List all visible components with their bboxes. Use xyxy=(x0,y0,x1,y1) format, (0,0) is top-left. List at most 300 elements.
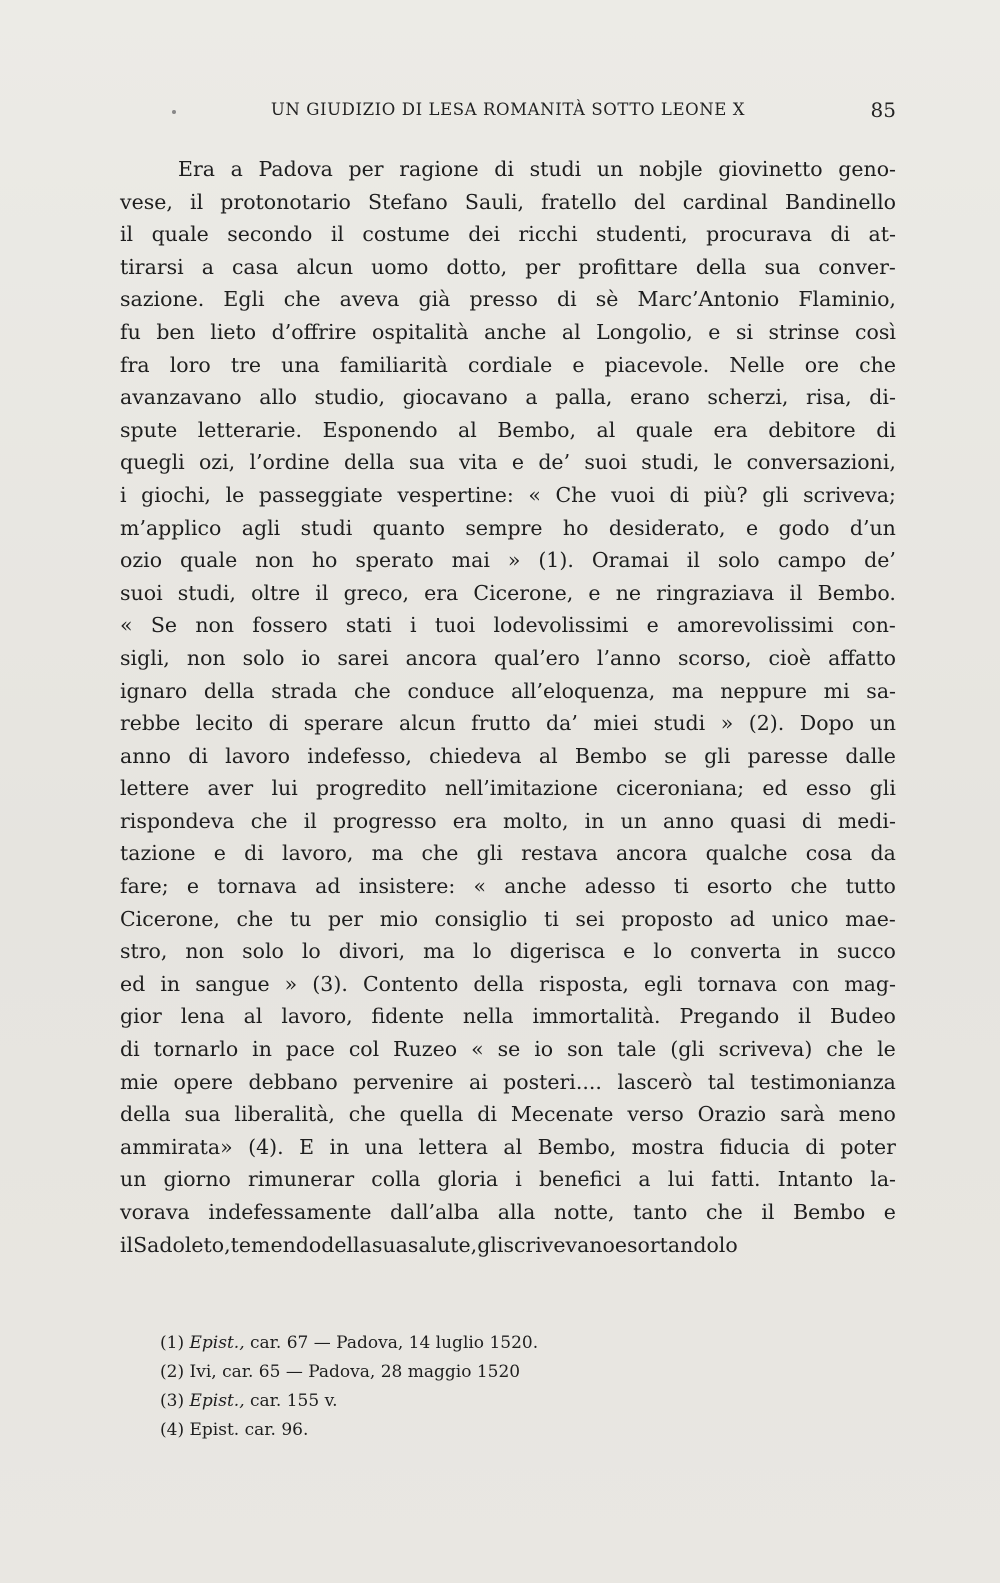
word: più? xyxy=(703,482,748,507)
word: geno- xyxy=(838,157,896,181)
word: una xyxy=(281,352,320,377)
word: di xyxy=(268,711,289,736)
word: tuoi xyxy=(434,613,476,638)
word: lui xyxy=(271,776,298,801)
word: Nelle xyxy=(729,352,785,377)
word: ed xyxy=(762,776,788,801)
footnote-number: (4) xyxy=(160,1420,185,1440)
word: alla xyxy=(497,1200,536,1224)
word: amorevolissimi xyxy=(677,613,834,638)
word: alcun xyxy=(296,254,354,279)
word: e xyxy=(511,450,525,475)
word: e xyxy=(745,515,759,540)
word: Mecenate xyxy=(510,1102,614,1127)
footnote-source: Epist., xyxy=(189,1391,245,1411)
text-line xyxy=(120,479,896,512)
word: Che xyxy=(555,482,597,507)
word: al xyxy=(561,319,581,344)
word: era xyxy=(452,808,487,833)
word: solo xyxy=(242,645,285,670)
word: in xyxy=(160,971,181,996)
word: esorto xyxy=(706,874,773,899)
word: lo xyxy=(301,939,321,964)
footnote-text: Ivi, car. 65 — Padova, 28 maggio 1520 xyxy=(189,1362,521,1382)
word: scorso, xyxy=(677,645,752,670)
word: il xyxy=(190,189,204,214)
word: che xyxy=(421,841,459,866)
footnote-number: (1) xyxy=(160,1333,185,1353)
word: ne xyxy=(615,580,642,605)
word: Oramai xyxy=(591,548,669,573)
word: del xyxy=(633,189,666,214)
text-line xyxy=(120,446,896,479)
word: testimonianza xyxy=(750,1069,896,1094)
word: mi xyxy=(823,678,850,703)
word: Sadoleto, xyxy=(133,1232,231,1257)
word: il xyxy=(120,1232,134,1257)
word: meno xyxy=(838,1102,896,1127)
word: studi xyxy=(653,711,706,736)
word: il xyxy=(303,808,317,833)
word: gli xyxy=(476,841,503,866)
word: agli xyxy=(241,515,281,540)
word: Egli xyxy=(223,287,265,312)
word: egli xyxy=(644,971,683,996)
word: di xyxy=(669,482,690,507)
word: « xyxy=(528,482,541,507)
word: gior xyxy=(120,1004,162,1029)
word: lodevolissimi xyxy=(493,613,629,638)
word: al xyxy=(503,1134,523,1159)
word: col xyxy=(348,1037,380,1062)
word: qualche xyxy=(705,841,788,866)
word: ed xyxy=(120,971,146,996)
word: sarei xyxy=(337,645,389,670)
word: di xyxy=(801,808,822,833)
word: di xyxy=(556,287,577,312)
word: ringraziava xyxy=(656,580,775,605)
word: gloria xyxy=(437,1167,499,1192)
word: le xyxy=(713,450,733,475)
word: medi- xyxy=(837,808,896,833)
word: d’un xyxy=(849,515,896,540)
word: lena xyxy=(180,1004,225,1029)
word: io xyxy=(301,645,321,670)
word: Padova xyxy=(258,157,333,181)
text-line xyxy=(120,283,896,316)
word: passeggiate xyxy=(258,482,383,507)
text-line xyxy=(120,1229,896,1262)
word: Cicerone, xyxy=(473,580,574,605)
word: il xyxy=(330,222,344,247)
word: lascerò xyxy=(617,1069,693,1094)
word: che xyxy=(826,1037,864,1062)
text-line xyxy=(120,707,896,740)
word: vuoi xyxy=(611,482,655,507)
word: presso xyxy=(469,287,538,312)
word: salute, xyxy=(407,1232,478,1257)
word: ignaro xyxy=(120,678,188,703)
word: rimunerar xyxy=(248,1167,355,1192)
word: digerisca xyxy=(509,939,606,964)
word: sazione. xyxy=(120,287,205,312)
word: sua xyxy=(184,1102,221,1127)
word: esortandolo xyxy=(614,1232,738,1257)
word: fratello xyxy=(541,189,617,214)
word: immortalità. xyxy=(532,1004,661,1029)
word: proposto xyxy=(621,906,714,931)
word: Flaminio, xyxy=(798,287,896,312)
word: fatti. xyxy=(711,1167,761,1192)
word: benefici xyxy=(538,1167,622,1192)
word: solo xyxy=(717,548,760,573)
word: anno xyxy=(120,743,171,768)
word: le xyxy=(225,482,245,507)
word: palla, xyxy=(555,385,613,410)
word: ospitalità xyxy=(372,319,469,344)
word: quasi xyxy=(730,808,786,833)
word: mae- xyxy=(845,906,896,931)
word: converta xyxy=(690,939,782,964)
word: a xyxy=(230,157,243,181)
word: ragione xyxy=(399,157,479,181)
word: tre xyxy=(230,352,262,377)
word: Longolio, xyxy=(596,319,693,344)
word: « xyxy=(120,613,133,638)
word: procurava xyxy=(706,222,812,247)
word: Bembo xyxy=(574,743,647,768)
word: » xyxy=(720,711,734,736)
word: di xyxy=(120,1037,140,1062)
word: studi xyxy=(529,157,582,181)
word: suoi xyxy=(584,450,627,475)
word: con- xyxy=(851,613,896,638)
word: al xyxy=(458,417,477,442)
word: allo xyxy=(259,385,297,410)
word: studi, xyxy=(177,580,236,605)
word: giorno xyxy=(163,1167,231,1192)
word: fare; xyxy=(120,874,169,899)
word: uomo xyxy=(371,254,429,279)
word: Bembo xyxy=(793,1200,866,1224)
text-line xyxy=(120,349,896,382)
word: che xyxy=(236,906,274,931)
word: di xyxy=(494,157,514,181)
text-line xyxy=(120,805,896,838)
word: giocavano xyxy=(402,385,508,410)
text-line xyxy=(120,903,896,936)
word: e xyxy=(186,874,200,899)
word: aveva xyxy=(339,287,400,312)
word: all’eloquenza, xyxy=(511,678,656,703)
word: della xyxy=(695,254,747,279)
word: fra xyxy=(120,352,150,377)
word: della xyxy=(343,450,395,475)
word: studenti, xyxy=(595,222,688,247)
word: vespertine: xyxy=(397,482,514,507)
word: dalle xyxy=(845,743,896,768)
word: (4). xyxy=(248,1134,284,1159)
footnote xyxy=(160,1387,760,1416)
word: » xyxy=(284,971,298,996)
word: dei xyxy=(468,222,501,247)
word: mie xyxy=(120,1069,159,1094)
text-line xyxy=(120,837,896,870)
word: non xyxy=(185,939,225,964)
word: avanzavano xyxy=(120,385,242,410)
word: Marc’Antonio xyxy=(637,287,780,312)
word: il xyxy=(761,1200,775,1224)
word: protonotario xyxy=(220,189,351,214)
text-line xyxy=(120,642,896,675)
word: quale xyxy=(635,417,694,442)
word: lui xyxy=(667,1167,695,1192)
word: fiducia xyxy=(719,1134,790,1159)
word: era xyxy=(713,417,748,442)
word: ma xyxy=(671,678,704,703)
word: Bembo, xyxy=(497,417,576,442)
text-line xyxy=(120,675,896,708)
footnote-text: car. 67 — Padova, 14 luglio 1520. xyxy=(244,1333,539,1353)
text-line xyxy=(120,544,896,577)
word: Esponendo xyxy=(322,417,438,442)
word: stro, xyxy=(120,939,168,964)
word: Stefano xyxy=(368,189,448,214)
word: vita xyxy=(459,450,498,475)
word: con xyxy=(792,971,830,996)
word: gli xyxy=(704,743,731,768)
word: scherzi, xyxy=(707,385,789,410)
word: ad xyxy=(315,874,341,899)
word: poter xyxy=(840,1134,896,1159)
word: e xyxy=(213,841,226,866)
word: tornarlo xyxy=(153,1037,239,1062)
word: quale xyxy=(179,548,238,573)
text-line xyxy=(120,740,896,773)
word: Contento xyxy=(362,971,459,996)
word: studi, xyxy=(641,450,700,475)
word: scrivevano xyxy=(503,1232,615,1257)
word: sperato xyxy=(355,548,434,573)
word: (1). xyxy=(538,548,574,573)
word: familiarità xyxy=(339,352,448,377)
word: anche xyxy=(504,874,567,899)
word: nell’imitazione xyxy=(444,776,598,801)
text-line xyxy=(120,414,896,447)
word: sarà xyxy=(780,1102,825,1127)
word: mag- xyxy=(844,971,896,996)
text-line xyxy=(120,1033,896,1066)
word: restava xyxy=(521,841,598,866)
text-line xyxy=(120,186,896,219)
word: greco, xyxy=(343,580,409,605)
word: al xyxy=(243,1004,263,1029)
word: gli xyxy=(762,482,789,507)
word: » xyxy=(507,548,521,573)
word: di xyxy=(188,743,208,768)
word: al xyxy=(538,743,558,768)
word: le xyxy=(877,1037,896,1062)
word: at- xyxy=(868,222,896,247)
word: studi xyxy=(300,515,353,540)
text-line xyxy=(120,512,896,545)
text-line xyxy=(120,251,896,284)
body-text xyxy=(120,153,896,1261)
word: costume xyxy=(362,222,450,247)
word: studio, xyxy=(314,385,386,410)
word: non xyxy=(186,645,226,670)
footnote-source: Epist., xyxy=(189,1333,245,1353)
text-line xyxy=(120,935,896,968)
word: sempre xyxy=(465,515,543,540)
word: il xyxy=(120,222,134,247)
word: i xyxy=(410,613,417,638)
word: tutto xyxy=(845,874,896,899)
word: in xyxy=(584,808,605,833)
word: i xyxy=(120,482,127,507)
word: m’applico xyxy=(120,515,222,540)
word: quanto xyxy=(372,515,445,540)
word: de’ xyxy=(538,450,571,475)
word: ancora xyxy=(405,645,477,670)
word: d’offrire xyxy=(271,319,357,344)
word: della xyxy=(203,678,255,703)
word: mio xyxy=(379,906,419,931)
word: ammirata» xyxy=(120,1134,233,1159)
word: della xyxy=(473,971,524,996)
text-line xyxy=(120,1163,896,1196)
word: son xyxy=(567,1037,604,1062)
word: pace xyxy=(285,1037,335,1062)
word: ore xyxy=(804,352,840,377)
word: stati xyxy=(345,613,392,638)
word: della xyxy=(120,1102,171,1127)
word: Bandinello xyxy=(785,189,896,214)
word: nella xyxy=(462,1004,514,1029)
word: gli xyxy=(869,776,896,801)
word: lettera xyxy=(418,1134,488,1159)
word: che xyxy=(859,352,896,377)
word: ad xyxy=(729,906,756,931)
word: liberalità, xyxy=(234,1102,335,1127)
text-line xyxy=(120,577,896,610)
word: sangue xyxy=(195,971,270,996)
word: di xyxy=(805,1134,825,1159)
word: rebbe xyxy=(120,711,181,736)
word: risa, xyxy=(806,385,852,410)
word: ai xyxy=(468,1069,488,1094)
word: « xyxy=(471,1037,484,1062)
word: Pregando xyxy=(679,1004,780,1029)
word: profittare xyxy=(578,254,678,279)
text-line xyxy=(120,218,896,251)
word: lieto xyxy=(210,319,257,344)
word: in xyxy=(252,1037,272,1062)
word: Bembo, xyxy=(537,1134,617,1159)
word: non xyxy=(255,548,294,573)
word: piacevole. xyxy=(604,352,710,377)
word: indefessamente xyxy=(208,1200,372,1224)
word: era xyxy=(424,580,459,605)
footnote xyxy=(160,1416,760,1445)
word: progredito xyxy=(316,776,427,801)
word: e xyxy=(623,939,636,964)
word: ho xyxy=(562,515,589,540)
word: verso xyxy=(627,1102,684,1127)
word: pervenire xyxy=(353,1069,454,1094)
word: (3). xyxy=(312,971,348,996)
word: sigli, xyxy=(120,645,170,670)
word: de’ xyxy=(864,548,896,573)
word: ancora xyxy=(616,841,688,866)
text-line xyxy=(120,1196,896,1229)
word: di xyxy=(830,222,851,247)
footnotes xyxy=(160,1329,760,1445)
word: lavoro, xyxy=(281,1004,353,1029)
text-line xyxy=(120,609,896,642)
word: e xyxy=(572,352,585,377)
word: tal xyxy=(707,1069,735,1094)
word: sua xyxy=(371,1232,408,1257)
word: lavoro xyxy=(225,743,291,768)
word: loro xyxy=(169,352,211,377)
word: cioè xyxy=(768,645,812,670)
word: nobjle xyxy=(638,157,703,181)
word: strada xyxy=(271,678,338,703)
word: quegli xyxy=(120,450,185,475)
word: io xyxy=(534,1037,554,1062)
word: fossero xyxy=(252,613,328,638)
word: per xyxy=(525,254,561,279)
word: di- xyxy=(869,385,896,410)
word: oltre xyxy=(251,580,301,605)
word: lettere xyxy=(120,776,190,801)
word: Dopo xyxy=(799,711,855,736)
word: indefesso, xyxy=(307,743,412,768)
word: da’ xyxy=(546,711,578,736)
word: che xyxy=(353,678,391,703)
word: cordiale xyxy=(467,352,553,377)
word: un xyxy=(120,1167,147,1192)
word: il xyxy=(315,580,329,605)
word: ho xyxy=(311,548,338,573)
word: per xyxy=(328,906,364,931)
text-line xyxy=(120,870,896,903)
word: Orazio xyxy=(697,1102,767,1127)
word: conver- xyxy=(818,254,896,279)
word: campo xyxy=(777,548,847,573)
word: lo xyxy=(472,939,492,964)
word: l’anno xyxy=(596,645,661,670)
word: ozi, xyxy=(198,450,236,475)
word: opere xyxy=(173,1069,234,1094)
word: posteri.... xyxy=(503,1069,602,1094)
footnote xyxy=(160,1329,760,1358)
word: mostra xyxy=(631,1134,705,1159)
word: spute xyxy=(120,417,178,442)
word: in xyxy=(799,939,819,964)
word: tale xyxy=(617,1037,657,1062)
word: da xyxy=(870,841,896,866)
word: della xyxy=(321,1232,372,1257)
word: Ruzeo xyxy=(393,1037,458,1062)
word: tirarsi xyxy=(120,254,184,279)
word: ti xyxy=(543,906,559,931)
word: sua xyxy=(408,450,445,475)
word: alcun xyxy=(398,711,456,736)
word: suoi xyxy=(120,580,163,605)
text-line xyxy=(120,772,896,805)
